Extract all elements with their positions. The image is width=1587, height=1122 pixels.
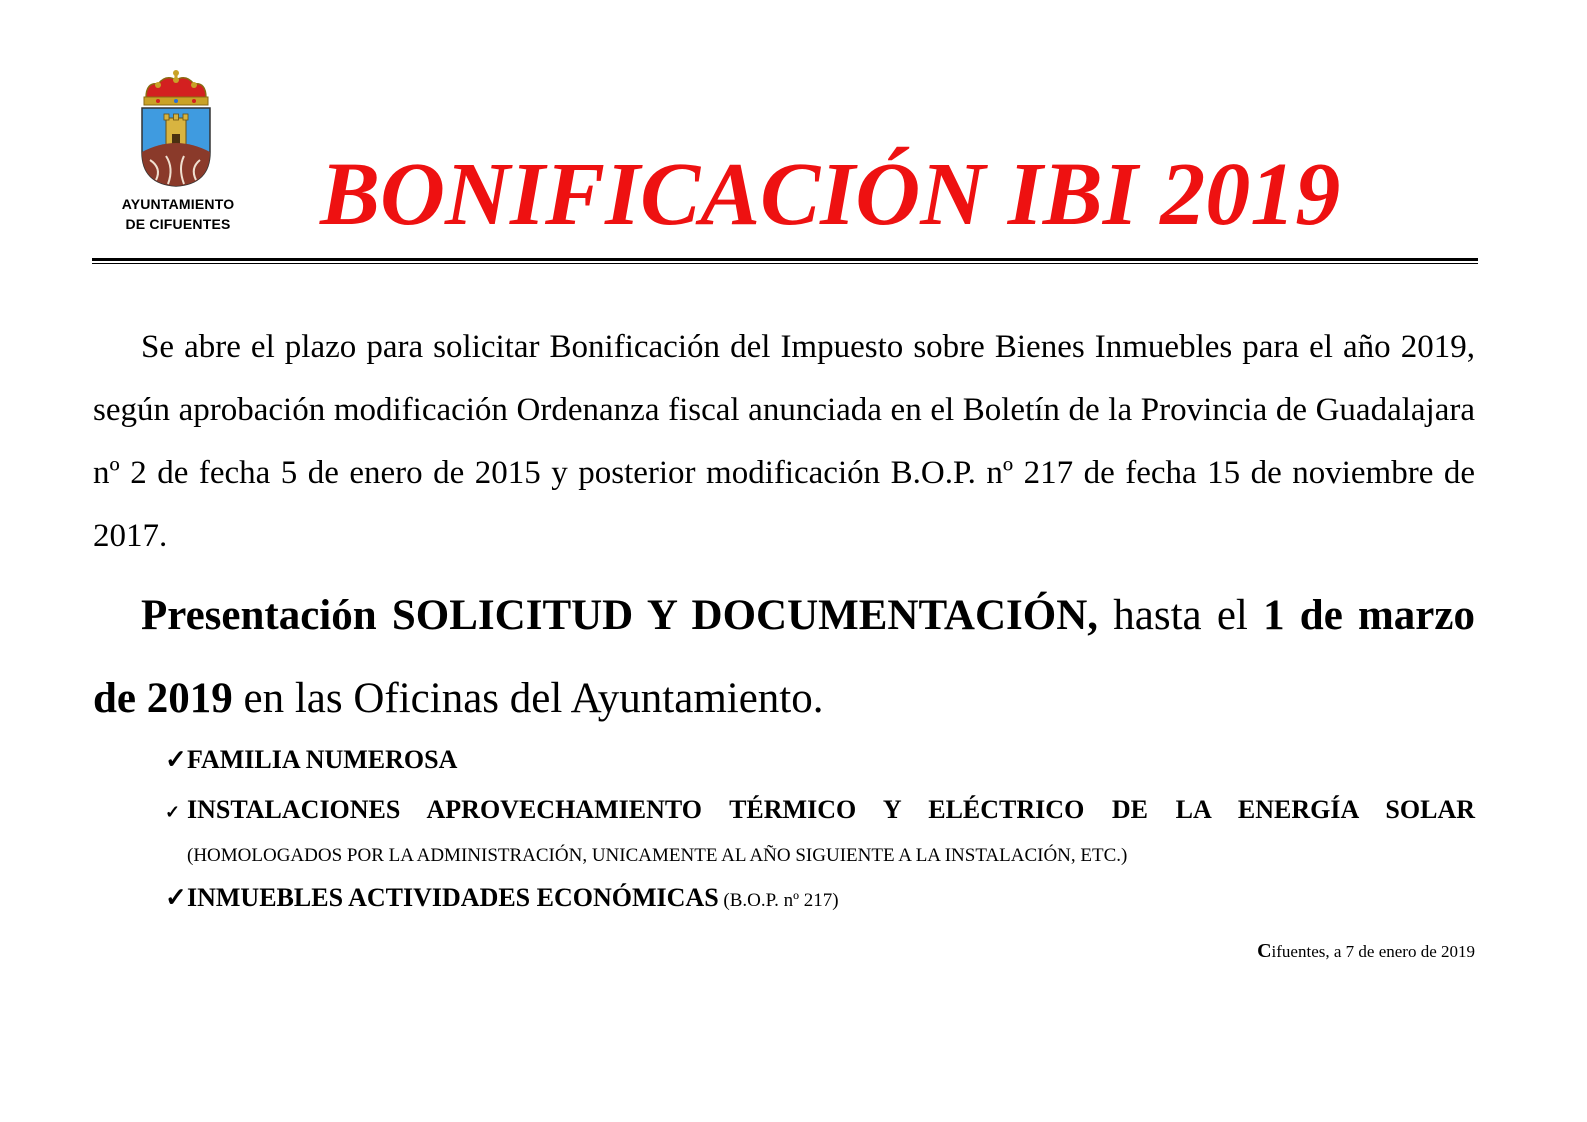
deadline-connector: hasta el [1098,592,1264,639]
list-item [165,792,1475,830]
list-item-label: INMUEBLES ACTIVIDADES ECONÓMICAS [187,883,719,912]
list-item [165,880,839,919]
header-divider [92,258,1478,261]
signature-date [1257,940,1475,963]
check-icon: ✓ [165,802,181,822]
list-item [165,742,457,778]
list-item-note: (B.O.P. nº 217) [718,890,839,911]
check-icon: ✓ [165,883,187,912]
deadline-location: en las Oficinas del Ayuntamiento. [232,675,824,722]
list-item-note: (HOMOLOGADOS POR LA ADMINISTRACIÓN, UNICAMENTE AL AÑO SIGUIENTE A LA INSTALACIÓN, ETC.) [187,845,1128,866]
check-icon: ✓ [165,745,187,774]
crest-line-2: DE CIFUENTES [125,216,231,232]
crest-logo [108,68,248,238]
page-title: BONIFICACIÓN IBI 2019 [320,145,1341,244]
crest-line-1: AYUNTAMIENTO [121,196,235,212]
intro-paragraph: Se abre el plazo para solicitar Bonificación del Impuesto sobre Bienes Inmuebles para el año 2019, según aprobación modificación Ordenanza fiscal anunciada en el Boletín de la Provincia de Guadalajara nº 2 de fecha 5 de enero de 2015 y posterior modificación B.O.P. nº 217 de fecha 15 de noviembre de 2017. [93,329,1475,554]
list-item-label: INSTALACIONES APROVECHAMIENTO TÉRMICO Y ELÉCTRICO DE LA ENERGÍA SOLAR [187,795,1475,824]
coat-of-arms-icon [138,68,214,188]
list-item-label: FAMILIA NUMEROSA [187,745,458,774]
deadline-lead: Presentación SOLICITUD Y DOCUMENTACIÓN, [141,592,1099,639]
header-divider-thin [92,263,1478,264]
deadline-paragraph [93,574,1475,740]
deadline-date: 1 de marzo de 2019 [93,592,1475,722]
date-text: ifuentes, a 7 de enero de 2019 [1271,942,1475,961]
date-initial: C [1257,940,1272,962]
